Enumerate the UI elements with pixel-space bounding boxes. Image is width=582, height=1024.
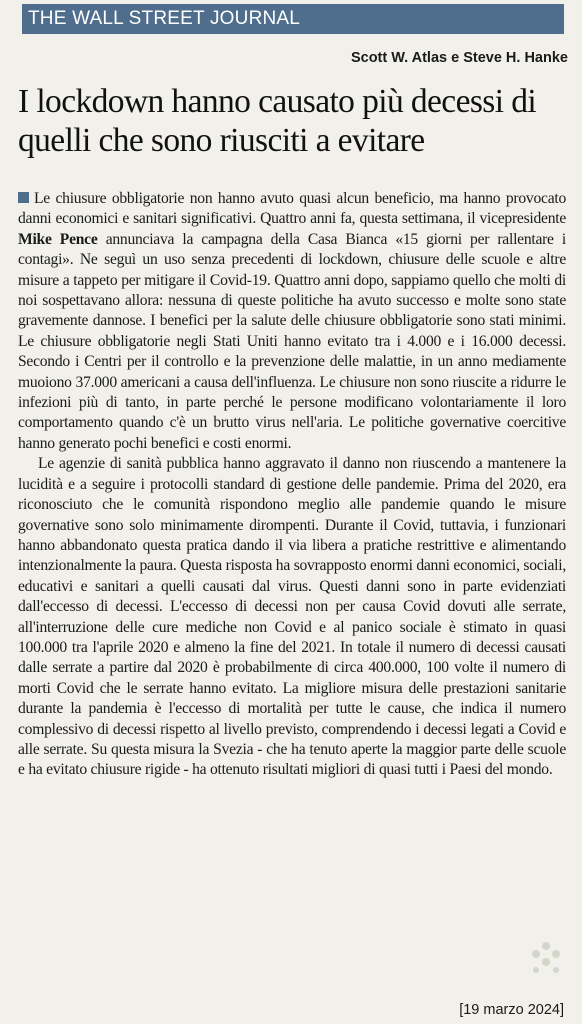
paragraph-2: Le agenzie di sanità pubblica hanno aggravato il danno non riuscendo a mantenere la lucidità e a seguire i protocolli standard di gestione delle pandemie. Prima del 2020, era riconosciuto che le comunità rispondono meglio alle pandemie quando le misure governative sono solo minimamente dirompenti. Durante il Covid, tuttavia, i funzionari hanno abbandonato questa pratica dando il via libera a pratiche restrittive e alimentando intenzionalmente la paura. Questa risposta ha sovrapposto enormi danni economici, sociali, educativi e sanitari a quelli causati dal virus. Questi danni sono in parte evidenziati dall'eccesso di decessi. L'eccesso di decessi non per causa Covid dovuti alle serrate, all'interruzione delle cure mediche non Covid e al panico sociale è stimato in quasi 100.000 tra l'aprile 2020 e almeno la fine del 2021. In totale il numero di decessi causati dalle serrate a partire dal 2020 è probabilmente di circa 400.000, 100 volte il numero di morti Covid che le serrate hanno evitato. La migliore misura delle prestazioni sanitarie durante la pandemia è l'eccesso di mortalità per tutte le cause, che indica il numero complessivo di decessi rispetto al livello previsto, comprendendo i decessi legati a Covid e alle serrate. Su questa misura la Svezia - che ha tenuto aperte la maggior parte delle scuole e ha evitato chiusure rigide - ha ottenuto risultati migliori di quasi tutti i Paesi del mondo. (18, 455, 566, 779)
byline: Scott W. Atlas e Steve H. Hanke (350, 50, 568, 66)
headline: I lockdown hanno causato più decessi di quelli che sono riusciti a evitare (18, 83, 537, 159)
person-name: Mike Pence (18, 230, 98, 248)
paragraph-1-after: annunciava la campagna della Casa Bianca «15 giorni per rallentare i contagi». Ne seguì un uso senza precedenti di lockdown, chiusure delle scuole e altre misure a tappeto per mitigare il Covid-19. Quattro anni dopo, sappiamo quello che molti di noi sospettavano allora: nessuna di queste politiche ha avuto successo e molte sono state gravemente dannose. I benefici per la salute delle chiusure obbligatorie sono stati minimi. Le chiusure obbligatorie negli Stati Uniti hanno evitato tra i 4.000 e i 16.000 decessi. Secondo i Centri per il controllo e la prevenzione delle malattie, in un anno mediamente muoiono 37.000 americani a causa dell'influenza. Le chiusure non sono riuscite a ridurre le infezioni più di tanto, in parte perché le persone modificano volontariamente il loro comportamento quando c'è un brutto virus nell'aria. Le politiche governative coercitive hanno generato pochi benefici e costi enormi. (18, 230, 566, 452)
article-body (18, 189, 566, 781)
paragraph-1-before: Le chiusure obbligatorie non hanno avuto quasi alcun beneficio, ma hanno provocato danni economici e sanitari significativi. Quattro anni fa, questa settimana, il vicepresidente (18, 190, 566, 228)
masthead: THE WALL STREET JOURNAL (22, 4, 564, 34)
publication-date: [19 marzo 2024] (459, 1002, 564, 1018)
watermark-logo-icon (520, 938, 572, 984)
paragraph-marker-icon (18, 192, 29, 203)
paragraph-1 (18, 189, 566, 454)
